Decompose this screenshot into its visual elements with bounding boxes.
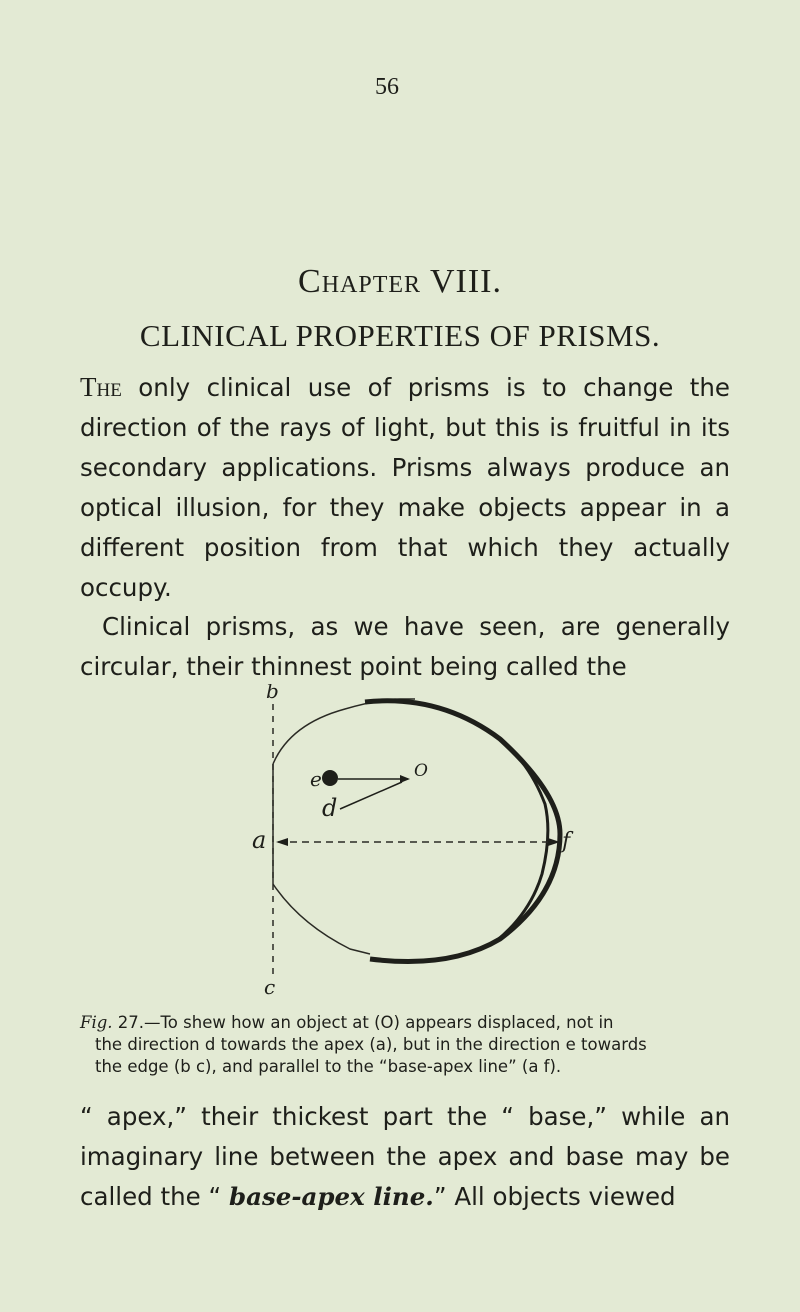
prism-diagram (230, 684, 610, 999)
chapter-numeral: VIII. (429, 263, 502, 300)
paragraph-circular (80, 607, 730, 687)
caption-line-3: the edge (b c), and parallel to the “base-apex line” (a f). (95, 1057, 562, 1076)
chapter-label: Chapter (298, 263, 422, 300)
prism-outline-thick (365, 701, 560, 962)
paragraph-intro-text: only clinical use of prisms is to change the direction of the rays of light, but this is fruitful in its secondary applications. Prisms always produce an optical illusion, for they make objects appear in a different position from that which they actually occupy. (80, 373, 730, 602)
chapter-heading (0, 263, 800, 301)
page-number: 56 (375, 74, 399, 100)
prism-outline-top-left (273, 699, 415, 764)
caption-line-1-text: 27.—To shew how an object at (O) appears displaced, not in (112, 1013, 614, 1032)
label-o: O (414, 761, 428, 781)
paragraph-apex-base-start: “ apex,” their thickest part the “ base,” while an imaginary line between the apex and base may be called the “ (80, 1102, 730, 1211)
prism-outline-inner (495, 739, 548, 942)
chapter-title: CLINICAL PROPERTIES OF PRISMS. (139, 318, 661, 353)
paragraph-apex-base-emphasis: base-apex line. (229, 1182, 434, 1211)
paragraph-apex-base-end: ” All objects viewed (433, 1182, 676, 1211)
prism-outline-bottom-left (273, 884, 370, 954)
caption-line-2: the direction d towards the apex (a), but in the direction e towards (95, 1035, 647, 1054)
paragraph-intro (80, 367, 730, 608)
label-a: a (252, 826, 267, 854)
label-f: f (562, 829, 571, 854)
label-c: c (264, 975, 276, 999)
paragraph-circular-text: Clinical prisms, as we have seen, are generally circular, their thinnest point being called the (80, 612, 730, 681)
caption-fig-number: Fig. (80, 1013, 113, 1032)
object-marker (322, 770, 338, 786)
figure-caption (80, 1012, 730, 1078)
arrow-a-head (276, 838, 288, 846)
prism-figure (230, 684, 610, 999)
label-e: e (310, 767, 322, 791)
label-b: b (266, 684, 279, 703)
caption-line-1 (80, 1013, 614, 1032)
ray-d (340, 782, 402, 809)
paragraph-lead-word: The (80, 372, 122, 402)
paragraph-apex-base (80, 1097, 730, 1217)
label-d: d (322, 794, 338, 822)
